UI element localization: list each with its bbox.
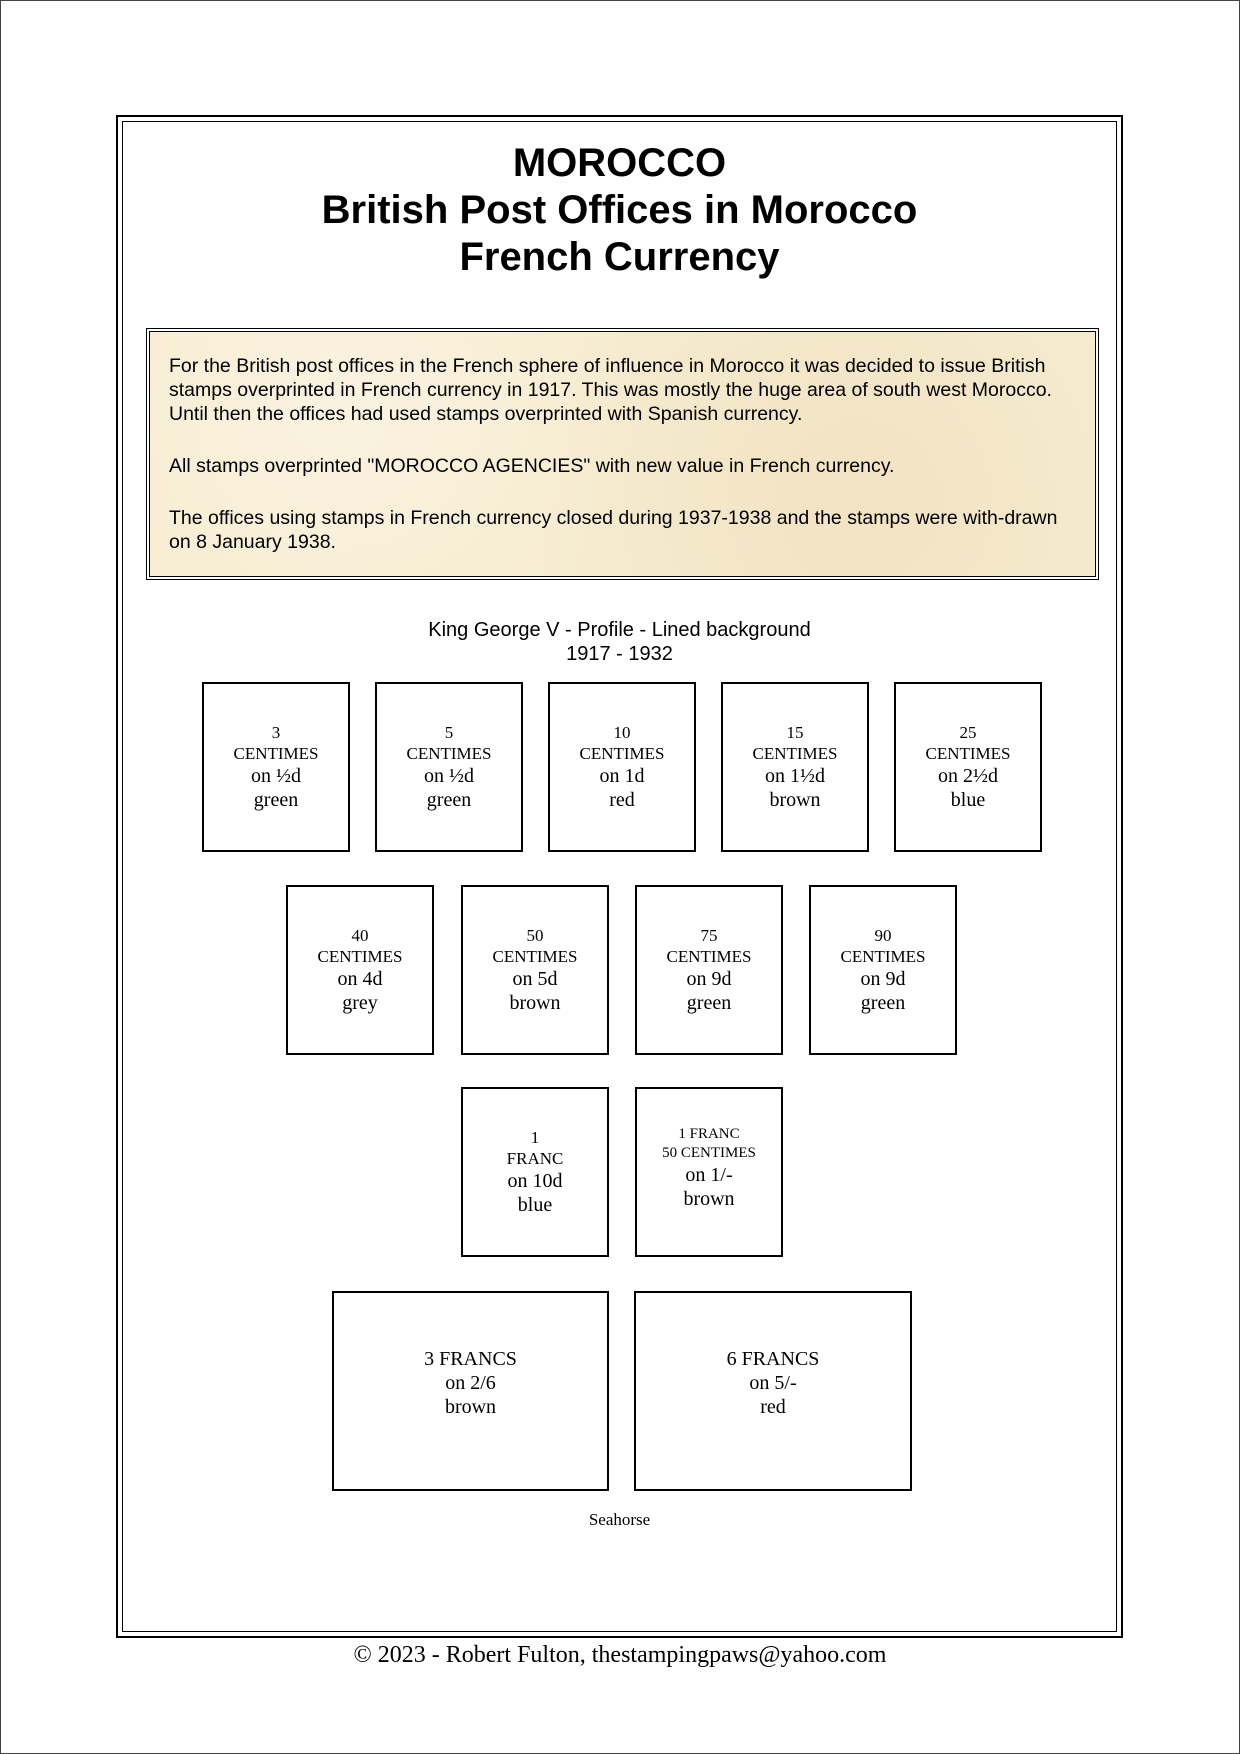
page-title [122, 140, 1117, 281]
stamp-surcharge-base: on 9d [686, 968, 732, 990]
stamp-space [894, 682, 1042, 852]
stamp-color: brown [683, 1188, 735, 1210]
stamp-color: blue [950, 789, 986, 811]
stamp-color: grey [342, 992, 378, 1014]
stamp-color: red [760, 1396, 786, 1418]
row-caption: Seahorse [588, 1510, 651, 1529]
stamp-value: 15 [786, 723, 804, 742]
stamp-value: 25 [959, 723, 977, 742]
stamp-surcharge-base: on 2½d [938, 765, 998, 787]
stamp-space-large [332, 1291, 609, 1491]
stamp-surcharge-base: on ½d [424, 765, 474, 787]
intro-paragraph-3: The offices using stamps in French currency closed during 1937-1938 and the stamps were with-drawn on 8 January 1938. [169, 507, 1058, 553]
stamp-unit: CENTIMES [317, 947, 403, 966]
title-subtitle: British Post Offices in Morocco [321, 188, 918, 232]
issue-heading [122, 618, 1117, 666]
issue-name: King George V - Profile - Lined background [428, 619, 811, 641]
stamp-color: brown [769, 789, 821, 811]
stamp-surcharge-base: on 5d [512, 968, 558, 990]
stamp-value: 50 [526, 926, 544, 945]
stamp-value: 75 [700, 926, 718, 945]
stamp-space [202, 682, 350, 852]
stamp-unit: CENTIMES [579, 744, 665, 763]
stamp-surcharge-base: on 9d [860, 968, 906, 990]
stamp-surcharge-base: on ½d [251, 765, 301, 787]
stamp-space [635, 1087, 783, 1257]
stamp-color: green [860, 992, 906, 1014]
stamp-unit: CENTIMES [840, 947, 926, 966]
stamp-value: 1 FRANC [678, 1126, 740, 1142]
intro-paragraph-2: All stamps overprinted "MOROCCO AGENCIES" with new value in French currency. [169, 455, 895, 477]
stamp-color: red [609, 789, 635, 811]
stamp-value: 3 [271, 723, 281, 742]
stamp-surcharge-base: on 2/6 [445, 1372, 496, 1394]
stamp-value: 3 FRANCS [424, 1348, 517, 1370]
stamp-unit: CENTIMES [233, 744, 319, 763]
stamp-unit: CENTIMES [406, 744, 492, 763]
stamp-surcharge-base: on 5/- [749, 1372, 797, 1394]
stamp-value: 6 FRANCS [726, 1348, 820, 1370]
stamp-space [548, 682, 696, 852]
stamp-surcharge-base: on 10d [507, 1170, 563, 1192]
issue-years: 1917 - 1932 [566, 643, 673, 665]
stamp-value: 90 [874, 926, 892, 945]
stamp-unit: CENTIMES [925, 744, 1011, 763]
stamp-surcharge-base: on 4d [337, 968, 383, 990]
stamp-color: brown [509, 992, 561, 1014]
intro-paragraph-1: For the British post offices in the French sphere of influence in Morocco it was decided to issue British stamps overprinted in French currency in 1917. This was mostly the huge area of south west Morocco. Until then the offices had used stamps overprinted with Spanish currency. [169, 355, 1052, 425]
stamp-space [721, 682, 869, 852]
stamp-unit: CENTIMES [752, 744, 838, 763]
stamp-color: green [686, 992, 732, 1014]
intro-text-box [149, 331, 1096, 577]
stamp-color: green [253, 789, 299, 811]
stamp-space-large [634, 1291, 912, 1491]
stamp-surcharge-base: on 1/- [685, 1164, 733, 1186]
stamp-surcharge-base: on 1½d [765, 765, 825, 787]
stamp-space [809, 885, 957, 1055]
copyright-footer: © 2023 - Robert Fulton, thestampingpaws@yahoo.com [353, 1642, 887, 1668]
stamp-surcharge-base: on 1d [599, 765, 645, 787]
title-currency: French Currency [459, 235, 780, 279]
stamp-value: 40 [351, 926, 369, 945]
stamp-space [286, 885, 434, 1055]
stamp-color: brown [444, 1396, 497, 1418]
stamp-value: 1 [530, 1128, 540, 1147]
stamp-value: 5 [444, 723, 454, 742]
stamp-unit: 50 CENTIMES [662, 1145, 756, 1161]
stamp-unit: CENTIMES [492, 947, 578, 966]
stamp-space [635, 885, 783, 1055]
title-country: MOROCCO [512, 141, 727, 185]
stamp-space [375, 682, 523, 852]
stamp-space [461, 1087, 609, 1257]
stamp-color: blue [517, 1194, 553, 1216]
stamp-unit: FRANC [506, 1149, 564, 1168]
stamp-value: 10 [613, 723, 631, 742]
stamp-color: green [426, 789, 472, 811]
stamp-unit: CENTIMES [666, 947, 752, 966]
stamp-space [461, 885, 609, 1055]
